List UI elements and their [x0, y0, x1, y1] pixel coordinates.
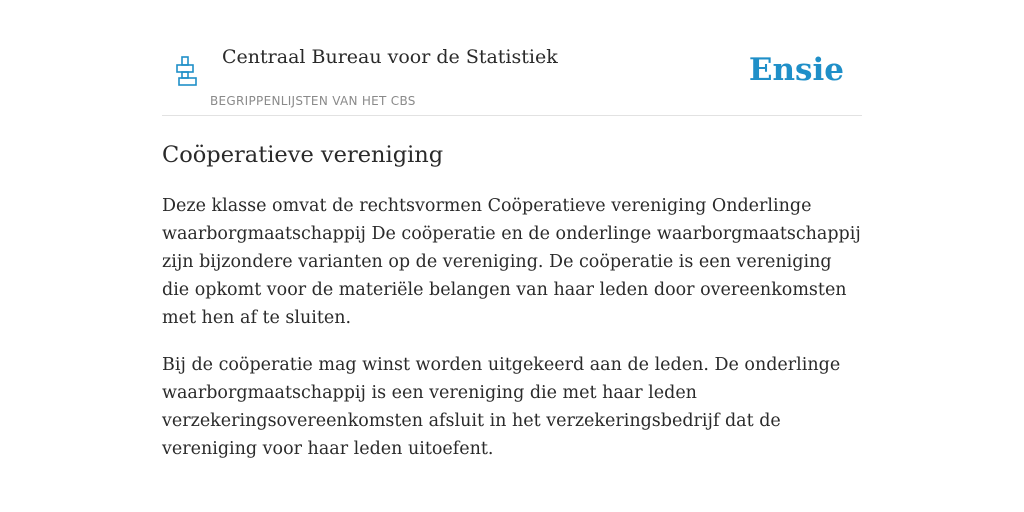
brand-logo[interactable]: Ensie — [748, 52, 844, 88]
source-subtitle: BEGRIPPENLIJSTEN VAN HET CBS — [210, 94, 416, 108]
term-title: Coöperatieve vereniging — [162, 142, 444, 168]
page — [162, 0, 862, 463]
org-name: Centraal Bureau voor de Statistiek — [222, 46, 558, 68]
cbs-logo-icon[interactable] — [176, 56, 198, 86]
definition-paragraph: Bij de coöperatie mag winst worden uitgekeerd aan de leden. De onderlinge waarborgmaatschappij is een vereniging die met haar leden verzekeringsovereenkomsten afsluit in het verzekeringsbedrijf dat de vereniging voor haar leden uitoefent. — [162, 355, 841, 459]
definition-paragraph: Deze klasse omvat de rechtsvormen Coöperatieve vereniging Onderlinge waarborgmaatschappij De coöperatie en de onderlinge waarborgmaatschappij zijn bijzondere varianten op de vereniging. De coöperatie is een vereniging die opkomt voor de materiële belangen van haar leden door overeenkomsten met hen af te sluiten. — [162, 196, 861, 328]
header — [162, 40, 862, 116]
